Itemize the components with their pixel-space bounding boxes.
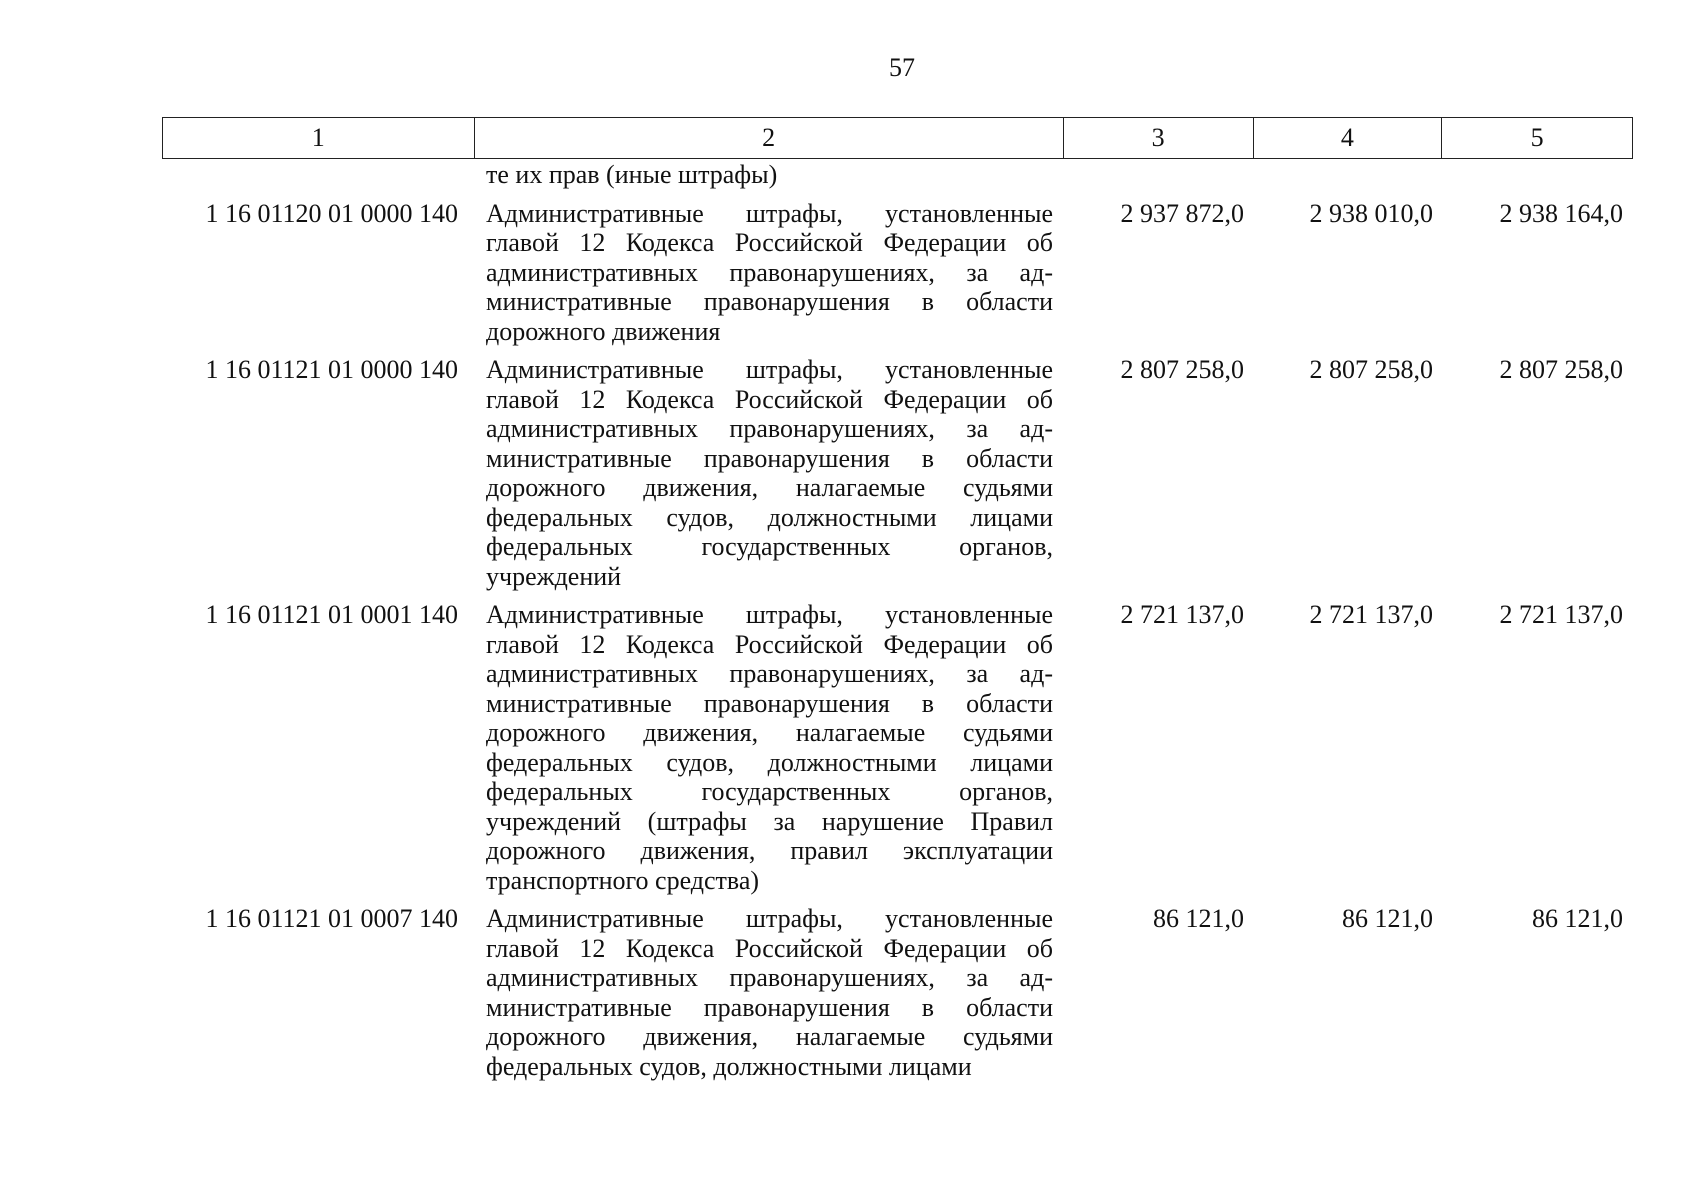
description-line: дорожного движения, налагаемые судьями [486, 1022, 1053, 1051]
description-cell [474, 600, 1064, 895]
table-body [162, 160, 1633, 1090]
description-line: дорожного движения, налагаемые судьями [486, 473, 1053, 502]
continuation-row [162, 160, 1633, 190]
value-cell-3: 2 807 258,0 [1120, 355, 1244, 384]
header-col-1: 1 [163, 118, 475, 158]
description-line: транспортного средства) [486, 865, 760, 895]
value-cell-3: 86 121,0 [1153, 904, 1244, 933]
description-line: федеральных государственных органов, [486, 532, 1053, 561]
table-row [162, 355, 1633, 591]
code-cell [162, 160, 474, 190]
description-line: дорожного движения, правил эксплуатации [486, 836, 1053, 865]
description-line: федеральных судов, должностными лицами [486, 747, 1053, 777]
description-line: Административные штрафы, установленные [486, 198, 1053, 228]
code-cell: 1 16 01121 01 0000 140 [205, 355, 458, 384]
description-line: главой 12 Кодекса Российской Федерации об [486, 933, 1053, 963]
description-line: главой 12 Кодекса Российской Федерации об [486, 384, 1053, 414]
description-line: учреждений (штрафы за нарушение Правил [486, 806, 1053, 836]
description-line: министративные правонарушения в области [486, 688, 1053, 718]
header-col-4: 4 [1254, 118, 1443, 158]
description-line: федеральных судов, должностными лицами [486, 502, 1053, 532]
header-col-5: 5 [1530, 123, 1544, 152]
description-line: административных правонарушениях, за ад- [486, 257, 1053, 287]
code-cell: 1 16 01121 01 0007 140 [205, 904, 458, 933]
description-line: федеральных государственных органов, [486, 777, 1053, 806]
table-row [162, 600, 1633, 895]
description-line: административных правонарушениях, за ад- [486, 414, 1053, 443]
description-line: Административные штрафы, установленные [486, 600, 1053, 629]
description-line: министративные правонарушения в области [486, 287, 1053, 316]
description-line: те их прав (иные штрафы) [486, 160, 778, 189]
value-cell-5 [1443, 160, 1633, 190]
description-line: административных правонарушениях, за ад- [486, 659, 1053, 688]
value-cell-5: 2 807 258,0 [1499, 355, 1623, 384]
value-cell-4: 86 121,0 [1342, 904, 1433, 933]
description-cell [474, 160, 1064, 190]
description-line: Административные штрафы, установленные [486, 904, 1053, 933]
value-cell-4 [1254, 160, 1443, 190]
description-cell [474, 904, 1064, 1081]
description-line: министративные правонарушения в области [486, 443, 1053, 473]
value-cell-5: 2 721 137,0 [1499, 600, 1623, 629]
value-cell-5: 2 938 164,0 [1499, 198, 1623, 228]
value-cell-4: 2 721 137,0 [1309, 600, 1433, 629]
description-line: министративные правонарушения в области [486, 992, 1053, 1022]
description-line: дорожного движения, налагаемые судьями [486, 718, 1053, 747]
value-cell-4: 2 807 258,0 [1309, 355, 1433, 384]
description-line: Административные штрафы, установленные [486, 355, 1053, 384]
code-cell: 1 16 01121 01 0001 140 [205, 600, 458, 629]
description-line: административных правонарушениях, за ад- [486, 963, 1053, 992]
table-row [162, 904, 1633, 1081]
header-col-2: 2 [475, 118, 1064, 158]
value-cell-3: 2 721 137,0 [1120, 600, 1244, 629]
page-number: 57 [889, 53, 915, 82]
table-header [162, 117, 1633, 159]
header-col-3: 3 [1064, 118, 1254, 158]
table-row [162, 199, 1633, 347]
code-cell: 1 16 01120 01 0000 140 [205, 198, 458, 228]
description-line: федеральных судов, должностными лицами [486, 1051, 972, 1081]
description-cell [474, 199, 1064, 347]
description-line: дорожного движения [486, 316, 721, 346]
value-cell-4: 2 938 010,0 [1309, 198, 1433, 228]
value-cell-5: 86 121,0 [1532, 904, 1623, 933]
description-cell [474, 355, 1064, 591]
value-cell-3 [1064, 160, 1254, 190]
description-line: главой 12 Кодекса Российской Федерации об [486, 228, 1053, 257]
description-line: главой 12 Кодекса Российской Федерации об [486, 629, 1053, 659]
description-line: учреждений [486, 561, 622, 591]
value-cell-3: 2 937 872,0 [1120, 198, 1244, 228]
